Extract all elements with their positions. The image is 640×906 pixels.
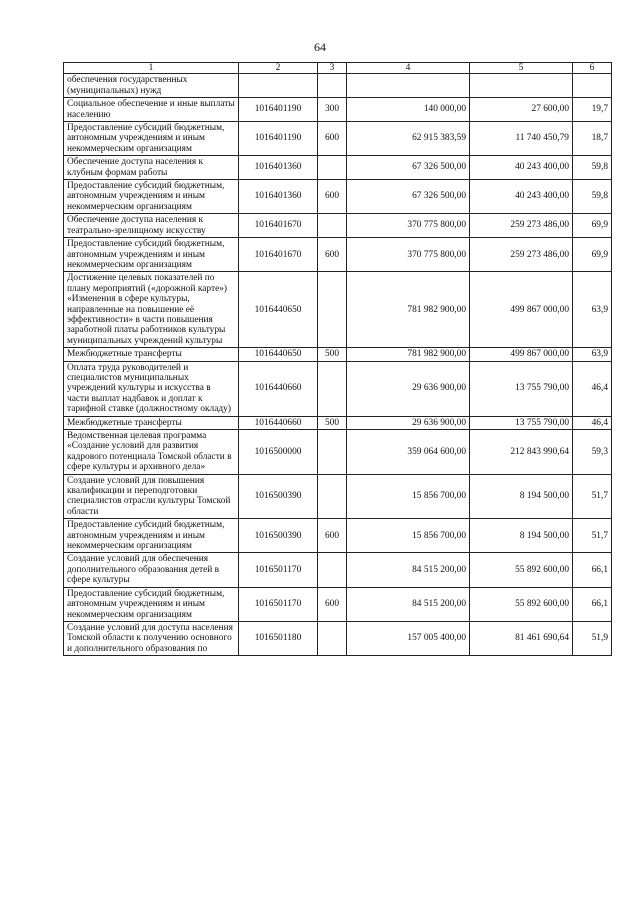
row-percent-cell: 46,4 [573,416,612,429]
row-percent-cell: 51,7 [573,474,612,519]
row-plan-cell: 15 856 700,00 [347,519,470,553]
row-percent-cell: 66,1 [573,587,612,621]
row-code-cell: 1016500390 [239,519,318,553]
column-header: 3 [318,63,347,74]
row-percent-cell: 46,4 [573,361,612,416]
row-percent-cell: 51,9 [573,621,612,655]
row-code-cell: 1016501170 [239,587,318,621]
row-code-cell: 1016440650 [239,272,318,348]
row-name-cell: Предоставление субсидий бюджетным, автономным учреждениям и иным некоммерческим организациям [64,519,239,553]
table-row [64,74,612,98]
row-plan-cell: 84 515 200,00 [347,553,470,587]
row-name-cell: Ведомственная целевая программа «Создание условий для развития кадрового потенциала Томской области в сфере культуры и архивного дела» [64,430,239,475]
row-code-cell [239,74,318,98]
row-type-cell: 600 [318,519,347,553]
row-type-cell [318,74,347,98]
row-exec-cell: 40 243 400,00 [470,156,573,180]
table-row [64,553,612,587]
row-code-cell: 1016501170 [239,553,318,587]
row-code-cell: 1016440660 [239,361,318,416]
row-percent-cell: 59,8 [573,180,612,214]
row-exec-cell: 499 867 000,00 [470,348,573,361]
row-type-cell [318,474,347,519]
row-plan-cell: 67 326 500,00 [347,180,470,214]
page-number: 64 [314,40,326,54]
row-code-cell: 1016401190 [239,98,318,122]
row-exec-cell: 212 843 990,64 [470,430,573,475]
row-exec-cell: 81 461 690,64 [470,621,573,655]
row-exec-cell [470,74,573,98]
row-exec-cell: 40 243 400,00 [470,180,573,214]
row-type-cell: 600 [318,238,347,272]
row-type-cell [318,214,347,238]
table-row [64,587,612,621]
row-code-cell: 1016401190 [239,122,318,156]
column-header: 1 [64,63,239,74]
table-row [64,416,612,429]
row-name-cell: обеспечения государственных (муниципальных) нужд [64,74,239,98]
row-percent-cell: 66,1 [573,553,612,587]
table-row [64,361,612,416]
row-type-cell: 500 [318,416,347,429]
row-type-cell: 600 [318,122,347,156]
row-name-cell: Межбюджетные трансферты [64,416,239,429]
row-name-cell: Предоставление субсидий бюджетным, автономным учреждениям и иным некоммерческим организациям [64,587,239,621]
row-code-cell: 1016401670 [239,238,318,272]
row-percent-cell: 69,9 [573,214,612,238]
row-exec-cell: 13 755 790,00 [470,416,573,429]
row-exec-cell: 11 740 450,79 [470,122,573,156]
row-name-cell: Оплата труда руководителей и специалистов муниципальных учреждений культуры и искусства в части выплат надбавок и доплат к тарифной ставке (должностному окладу) [64,361,239,416]
row-plan-cell: 84 515 200,00 [347,587,470,621]
column-header: 4 [347,63,470,74]
table-row [64,621,612,655]
row-exec-cell: 8 194 500,00 [470,474,573,519]
row-code-cell: 1016440650 [239,348,318,361]
column-header: 6 [573,63,612,74]
row-code-cell: 1016500000 [239,430,318,475]
row-type-cell: 300 [318,98,347,122]
row-code-cell: 1016501180 [239,621,318,655]
row-exec-cell: 13 755 790,00 [470,361,573,416]
row-type-cell: 500 [318,348,347,361]
row-plan-cell: 370 775 800,00 [347,214,470,238]
row-percent-cell [573,74,612,98]
row-name-cell: Обеспечение доступа населения к театрально-зрелищному искусству [64,214,239,238]
row-type-cell [318,430,347,475]
row-name-cell: Создание условий для повышения квалификации и переподготовки специалистов отрасли культуры Томской области [64,474,239,519]
row-percent-cell: 51,7 [573,519,612,553]
row-name-cell: Достижение целевых показателей по плану мероприятий («дорожной карте») «Изменения в сфере культуры, направленные на повышение её эффективности» в части повышения заработной платы работников культуры муниципальных учреждений культуры [64,272,239,348]
column-header: 5 [470,63,573,74]
table-row [64,214,612,238]
row-type-cell [318,621,347,655]
row-name-cell: Социальное обеспечение и иные выплаты населению [64,98,239,122]
header-row [64,63,612,74]
row-name-cell: Межбюджетные трансферты [64,348,239,361]
row-plan-cell: 370 775 800,00 [347,238,470,272]
row-code-cell: 1016401360 [239,180,318,214]
row-name-cell: Создание условий для обеспечения дополнительного образования детей в сфере культуры [64,553,239,587]
row-type-cell [318,156,347,180]
row-exec-cell: 259 273 486,00 [470,238,573,272]
table-row [64,180,612,214]
row-exec-cell: 8 194 500,00 [470,519,573,553]
row-name-cell: Создание условий для доступа населения Томской области к получению основного и дополнительного образования по [64,621,239,655]
table-row [64,272,612,348]
table-row [64,122,612,156]
table-row [64,519,612,553]
row-plan-cell: 29 636 900,00 [347,361,470,416]
row-plan-cell [347,74,470,98]
row-plan-cell: 62 915 383,59 [347,122,470,156]
row-plan-cell: 15 856 700,00 [347,474,470,519]
table-row [64,348,612,361]
table-header [64,63,612,74]
row-name-cell: Обеспечение доступа населения к клубным формам работы [64,156,239,180]
row-type-cell [318,272,347,348]
budget-table [63,62,612,656]
row-type-cell: 600 [318,180,347,214]
row-code-cell: 1016440660 [239,416,318,429]
row-type-cell: 600 [318,587,347,621]
table-row [64,238,612,272]
table-row [64,474,612,519]
row-percent-cell: 59,3 [573,430,612,475]
row-percent-cell: 59,8 [573,156,612,180]
row-plan-cell: 29 636 900,00 [347,416,470,429]
row-percent-cell: 69,9 [573,238,612,272]
row-type-cell [318,361,347,416]
table-body [64,74,612,656]
row-type-cell [318,553,347,587]
row-percent-cell: 63,9 [573,348,612,361]
row-exec-cell: 55 892 600,00 [470,553,573,587]
row-plan-cell: 781 982 900,00 [347,272,470,348]
row-plan-cell: 67 326 500,00 [347,156,470,180]
row-percent-cell: 19,7 [573,98,612,122]
row-percent-cell: 63,9 [573,272,612,348]
table-row [64,98,612,122]
row-plan-cell: 157 005 400,00 [347,621,470,655]
row-percent-cell: 18,7 [573,122,612,156]
row-exec-cell: 259 273 486,00 [470,214,573,238]
row-code-cell: 1016500390 [239,474,318,519]
row-name-cell: Предоставление субсидий бюджетным, автономным учреждениям и иным некоммерческим организациям [64,238,239,272]
table-row [64,430,612,475]
row-plan-cell: 140 000,00 [347,98,470,122]
row-exec-cell: 55 892 600,00 [470,587,573,621]
table-row [64,156,612,180]
row-exec-cell: 499 867 000,00 [470,272,573,348]
row-name-cell: Предоставление субсидий бюджетным, автономным учреждениям и иным некоммерческим организациям [64,180,239,214]
row-plan-cell: 781 982 900,00 [347,348,470,361]
row-code-cell: 1016401360 [239,156,318,180]
column-header: 2 [239,63,318,74]
row-exec-cell: 27 600,00 [470,98,573,122]
row-plan-cell: 359 064 600,00 [347,430,470,475]
row-code-cell: 1016401670 [239,214,318,238]
row-name-cell: Предоставление субсидий бюджетным, автономным учреждениям и иным некоммерческим организациям [64,122,239,156]
